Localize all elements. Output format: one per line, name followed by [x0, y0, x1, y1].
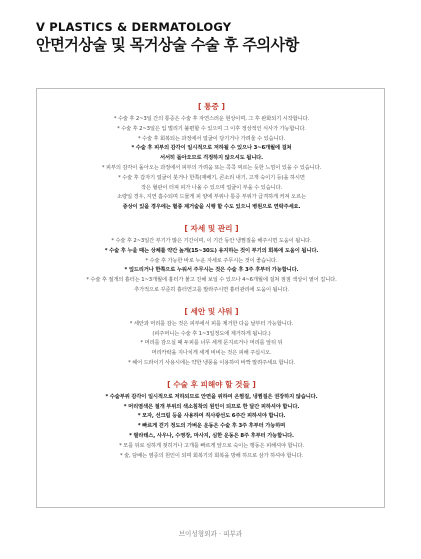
notice-line: * 피부의 감각이 돌아오는 과정에서 피부의 가려움 또는 콕콕 찌르는 듯한 느낌이 있을 수 있습니다.: [101, 164, 322, 171]
notice-line: * 술, 담배는 염증의 원인이 되며 회복기의 회복을 방해 하므로 삼가 하셔야 합니다.: [120, 452, 303, 459]
notice-line: * 수술 후 2~3일간 부기가 많은 기간이며, 이 기간 동안 냉찜질을 해주시면 도움이 됩니다.: [111, 237, 312, 244]
brand-name: V PLASTICS & DERMATOLOGY: [36, 20, 232, 34]
notice-content: [37, 101, 386, 461]
notice-line: * 모자, 선크림 등을 사용하여 직사광선도 6주간 피하셔야 합니다.: [137, 413, 286, 420]
notice-line: 서서히 돌아오므로 걱정하지 않으셔도 됩니다.: [159, 155, 263, 162]
notice-line: 작은 혈관이 터져 피가 나올 수 있으며 얼굴이 부을 수 있습니다.: [140, 184, 283, 191]
notice-line: * 수술 후 2~3일은 입 벌리기 불편할 수 있으며 그 이후 정상적인 식사가 가능합니다.: [117, 125, 306, 132]
notice-line: * 머리를 감으실 때 두피를 너무 세게 문지르거나 머리를 앞뒤 뒤: [140, 340, 283, 347]
notice-line: 증상이 있을 경우에는 혈종 제거술을 시행 할 수도 있으니 병원으로 연락주세요.: [122, 204, 301, 211]
notice-line: * 모를 뒤로 심하게 젖히거나 고개를 빠르게 앞으로 숙이는 행동은 피해셔야 합니다.: [119, 442, 304, 449]
section-title: [ 통증 ]: [198, 102, 225, 111]
notice-line: * 수술 후 절개의 흉터는 1~3개월에 흉터가 붉고 진해 보일 수 있으나 4~6개월에 걸쳐 점점 색상이 옅어 집니다.: [86, 277, 337, 284]
section-gap: [37, 213, 386, 223]
clinic-footer: 브이성형외과 · 피부과: [178, 530, 243, 538]
page-title: 안면거상술 및 목거상술 수술 후 주의사항: [36, 36, 299, 54]
notice-line: * 수술 후 가능한 바로 누운 자세로 주무시는 것이 좋습니다.: [145, 257, 278, 264]
notice-box: [36, 88, 385, 508]
notice-line: * 수술 후 2~3일 간의 통증은 수술 후 자연스러운 현상이며, 그 후 완화되기 시작합니다.: [113, 116, 310, 122]
page-header: [36, 20, 416, 55]
notice-line: * 수술 후 피부의 감각이 일시적으로 저하될 수 있으나 3~6개월에 걸쳐: [131, 145, 292, 152]
notice-line: * 수술 후 누울 때는 상체를 약간 높게(15~30도) 유지하는 것이 부기의 회복에 도움이 됩니다.: [104, 247, 319, 254]
section-title: [ 세안 및 샤워 ]: [184, 306, 239, 316]
notice-line: * 수술부위 감각이 일시적으로 저하되므로 안면을 위하여 온찜질, 냉찜질은 권장하지 않습니다.: [105, 393, 318, 400]
notice-line: 소량일 경우, 지연 흡수되며 드물게 피 양에 부위나 통증 부위가 급격하게 커져 오르는: [117, 194, 306, 201]
section-gap: [37, 296, 386, 306]
section-title: [ 자세 및 관리 ]: [184, 223, 239, 233]
notice-line: * 헤어 드라이기 사용시에는 약한 냉풍을 이용하여 바짝 말려주세요 합니다.: [128, 359, 295, 366]
notice-line: 머리카락을 지나치게 세게 비비는 것은 피해 주십시오.: [151, 350, 272, 357]
notice-line: * 빠르게 걷기 정도의 가벼운 운동은 수술 후 3주 후부터 가능하며: [137, 423, 286, 430]
section-gap: [37, 369, 386, 379]
notice-line: 추가적으로 꾸준히 흉터연고를 발라주시면 흉터관리에 도움이 됩니다.: [134, 286, 289, 293]
section-title: [ 수술 후 피해야 할 것들 ]: [167, 379, 256, 389]
notice-line: * 수술 후 회복되는 과정에서 얼굴이 당기거나 가려울 수 있습니다.: [138, 135, 285, 142]
notice-line: * 수술 후 갑자기 얼굴이 붓거나 한쪽(재배기, 콘소리 내기, 고개 숙이기 등)을 하시면: [118, 174, 305, 181]
notice-line: * 필라테스, 사우나, 수영장, 마사지, 심한 운동은 8주 후부터 가능합니다.: [129, 432, 294, 439]
notice-line: * 세안과 머리를 감는 것은 피부에서 피를 제거한 다음 날부터 가능합니다.: [129, 320, 294, 327]
notice-line: (피주머니는 수술 후 1~3일정도에 제거하게 됩니다.): [152, 330, 271, 337]
notice-line: * 엎드리거나 한쪽으로 누워서 주무시는 것은 수술 후 3주 후부터 가능합니다.: [124, 267, 299, 274]
notice-line: * 머리염색은 절개 부위의 색소침착의 원인이 되므로 한 달간 피하셔야 합니다.: [123, 403, 300, 410]
